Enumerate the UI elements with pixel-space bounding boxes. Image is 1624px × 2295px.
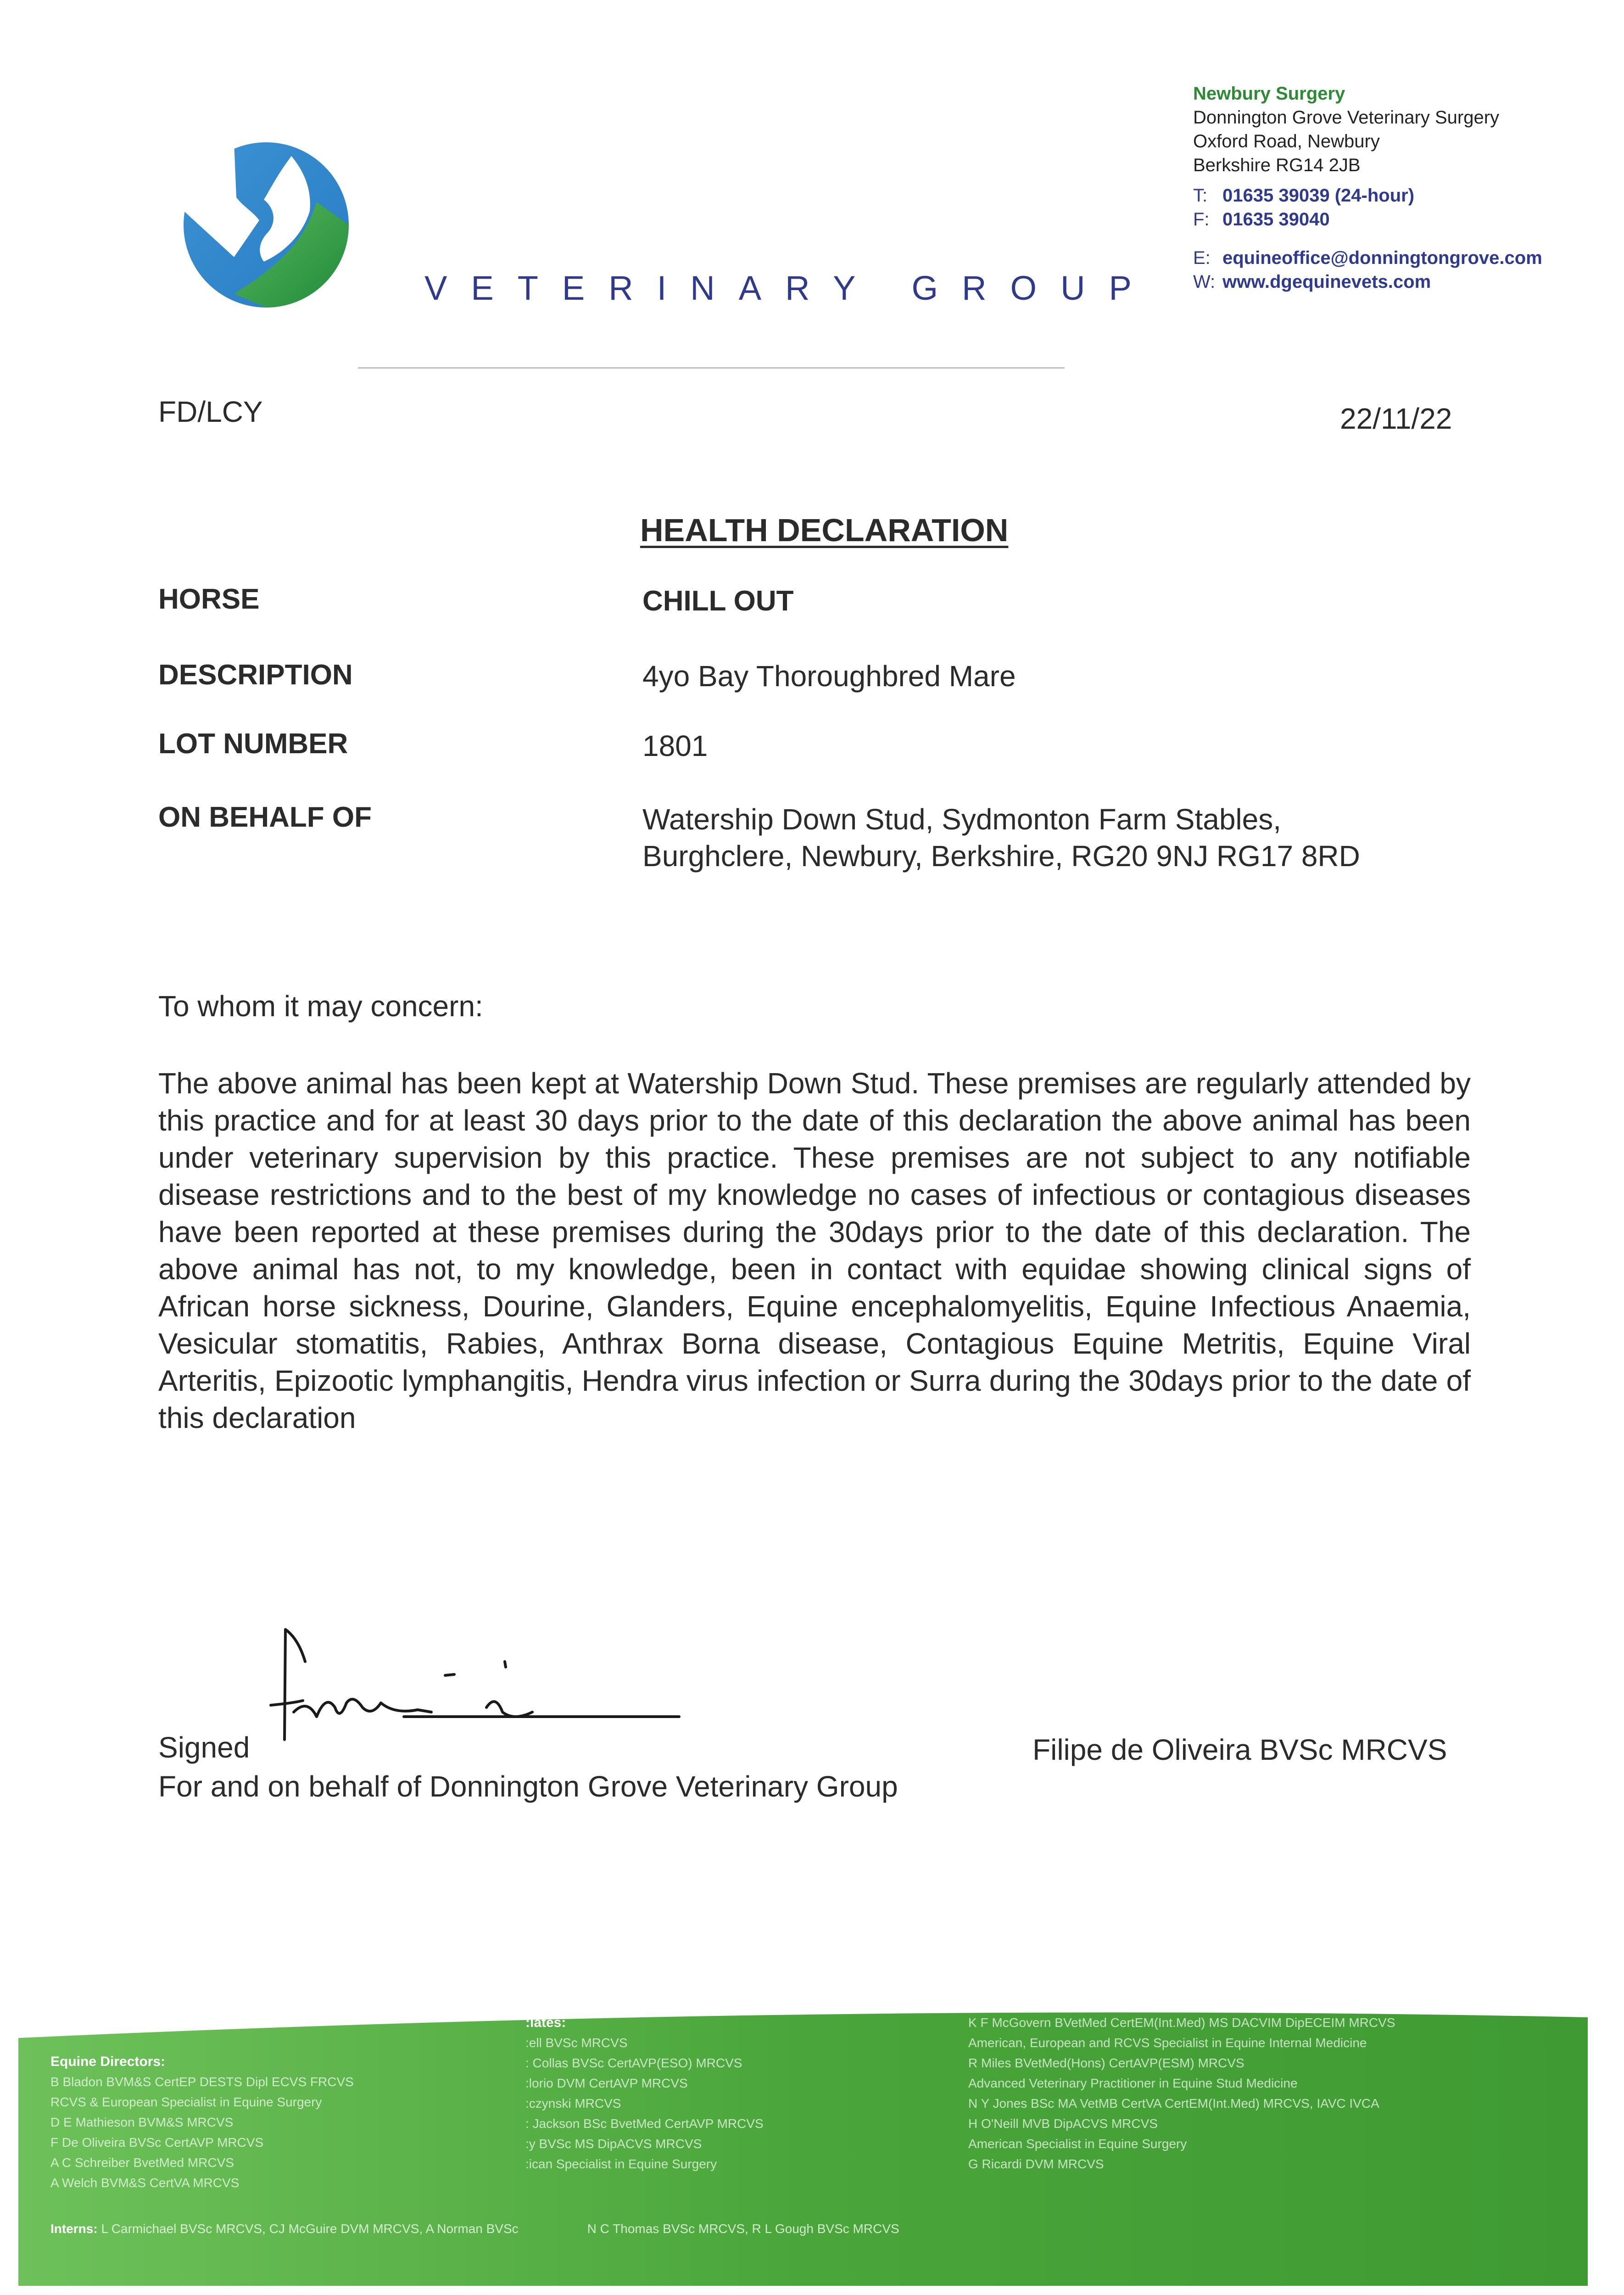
on-behalf-line-1: Watership Down Stud, Sydmonton Farm Stables, bbox=[642, 803, 1281, 836]
director-line: A C Schreiber BvetMed MRCVS bbox=[50, 2155, 234, 2170]
specialist-line: American Specialist in Equine Surgery bbox=[968, 2137, 1187, 2151]
donnington-grove-logo bbox=[179, 138, 353, 312]
email-row bbox=[1193, 246, 1542, 270]
address-line: Berkshire RG14 2JB bbox=[1193, 155, 1361, 175]
header-divider bbox=[358, 367, 1065, 369]
associate-line: :y BVSc MS DipACVS MRCVS bbox=[525, 2137, 702, 2151]
salutation: To whom it may concern: bbox=[158, 990, 483, 1023]
associates-heading: :iates: bbox=[525, 2015, 566, 2030]
field-label-on-behalf-of: ON BEHALF OF bbox=[158, 801, 372, 833]
director-line: A Welch BVM&S CertVA MRCVS bbox=[50, 2176, 240, 2190]
handwritten-signature bbox=[266, 1625, 702, 1763]
specialist-line: American, European and RCVS Specialist in Equine Internal Medicine bbox=[968, 2036, 1367, 2050]
director-line: RCVS & European Specialist in Equine Surgery bbox=[50, 2095, 322, 2109]
field-label-horse: HORSE bbox=[158, 583, 260, 615]
tel-label: T: bbox=[1193, 185, 1208, 206]
associate-line: :ican Specialist in Equine Surgery bbox=[525, 2157, 717, 2171]
on-behalf-line-2: Burghclere, Newbury, Berkshire, RG20 9NJ RG17 8RD bbox=[642, 840, 1360, 873]
declaration-body: The above animal has been kept at Watership Down Stud. These premises are regularly attended by this practice and for at least 30 days prior to the date of this declaration the above animal has been under veterinary supervision by this practice. These premises are not subject to any notifiable disease restrictions and to the best of my knowledge no cases of infectious or contagious diseases have been reported at these premises during the 30days prior to the date of this declaration. The above animal has not, to my knowledge, been in contact with equidae showing clinical signs of African horse sickness, Dourine, Glanders, Equine encephalomyelitis, Equine Infectious Anaemia, Vesicular stomatitis, Rabies, Anthrax Borna disease, Contagious Equine Metritis, Equine Viral Arteritis, Epizootic lymphangitis, Hendra virus infection or Surra during the 30days prior to the date of this declaration bbox=[158, 1067, 1471, 1434]
associate-line: :lorio DVM CertAVP MRCVS bbox=[525, 2076, 688, 2090]
director-line: F De Oliveira BVSc CertAVP MRCVS bbox=[50, 2135, 264, 2149]
associate-line: :ell BVSc MRCVS bbox=[525, 2036, 628, 2050]
footer-associates bbox=[525, 2013, 764, 2174]
field-value-lot-number: 1801 bbox=[642, 729, 708, 762]
interns-label: Interns: bbox=[50, 2222, 98, 2236]
signed-label: Signed bbox=[158, 1731, 250, 1764]
practice-address-block bbox=[1193, 82, 1542, 294]
associate-line: : Jackson BSc BvetMed CertAVP MRCVS bbox=[525, 2116, 764, 2131]
specialist-line: G Ricardi DVM MRCVS bbox=[968, 2157, 1104, 2171]
surgery-name: Newbury Surgery bbox=[1193, 84, 1345, 104]
footer-specialists bbox=[968, 2013, 1395, 2174]
fax-label: F: bbox=[1193, 209, 1210, 230]
field-value-horse: CHILL OUT bbox=[642, 585, 794, 617]
specialist-line: K F McGovern BVetMed CertEM(Int.Med) MS DACVIM DipECEIM MRCVS bbox=[968, 2015, 1395, 2030]
web-label: W: bbox=[1193, 272, 1216, 292]
reference-code: FD/LCY bbox=[158, 395, 263, 428]
telephone-row bbox=[1193, 184, 1542, 207]
footer-interns bbox=[50, 2222, 899, 2236]
specialist-line: R Miles BVetMed(Hons) CertAVP(ESM) MRCVS bbox=[968, 2056, 1245, 2070]
fax-number: 01635 39040 bbox=[1222, 209, 1330, 230]
footer-directors bbox=[50, 2052, 354, 2193]
director-line: B Bladon BVM&S CertEP DESTS Dipl ECVS FRCVS bbox=[50, 2075, 354, 2089]
brand-wordmark bbox=[424, 269, 1155, 308]
fax-row bbox=[1193, 207, 1542, 231]
email-address[interactable]: equineoffice@donningtongrove.com bbox=[1222, 248, 1542, 268]
telephone-number: 01635 39039 (24-hour) bbox=[1222, 185, 1415, 206]
field-label-lot-number: LOT NUMBER bbox=[158, 728, 348, 760]
address-line: Oxford Road, Newbury bbox=[1193, 131, 1380, 151]
document-title: HEALTH DECLARATION bbox=[640, 512, 1009, 548]
director-line: D E Mathieson BVM&S MRCVS bbox=[50, 2115, 234, 2129]
field-value-on-behalf-of bbox=[642, 801, 1360, 874]
brand-text-veterinary: VETERINARY bbox=[424, 269, 880, 307]
specialist-line: Advanced Veterinary Practitioner in Equine Stud Medicine bbox=[968, 2076, 1298, 2090]
directors-heading: Equine Directors: bbox=[50, 2054, 166, 2069]
signer-name: Filipe de Oliveira BVSc MRCVS bbox=[1032, 1733, 1447, 1766]
specialist-line: H O'Neill MVB DipACVS MRCVS bbox=[968, 2116, 1158, 2131]
interns-list: L Carmichael BVSc MRCVS, CJ McGuire DVM MRCVS, A Norman BVSc bbox=[101, 2222, 519, 2236]
web-row bbox=[1193, 270, 1542, 294]
address-line: Donnington Grove Veterinary Surgery bbox=[1193, 107, 1500, 128]
associate-line: : Collas BVSc CertAVP(ESO) MRCVS bbox=[525, 2056, 742, 2070]
field-value-description: 4yo Bay Thoroughbred Mare bbox=[642, 660, 1016, 693]
on-behalf-statement: For and on behalf of Donnington Grove Veterinary Group bbox=[158, 1770, 898, 1803]
letter-date: 22/11/22 bbox=[1340, 402, 1452, 435]
email-label: E: bbox=[1193, 248, 1211, 268]
interns-list-2: N C Thomas BVSc MRCVS, R L Gough BVSc MRCVS bbox=[587, 2222, 899, 2236]
specialist-line: N Y Jones BSc MA VetMB CertVA CertEM(Int.Med) MRCVS, IAVC IVCA bbox=[968, 2096, 1379, 2110]
website-link[interactable]: www.dgequinevets.com bbox=[1222, 272, 1431, 292]
brand-text-group: GROUP bbox=[911, 269, 1155, 307]
field-label-description: DESCRIPTION bbox=[158, 659, 353, 691]
associate-line: :czynski MRCVS bbox=[525, 2096, 621, 2110]
